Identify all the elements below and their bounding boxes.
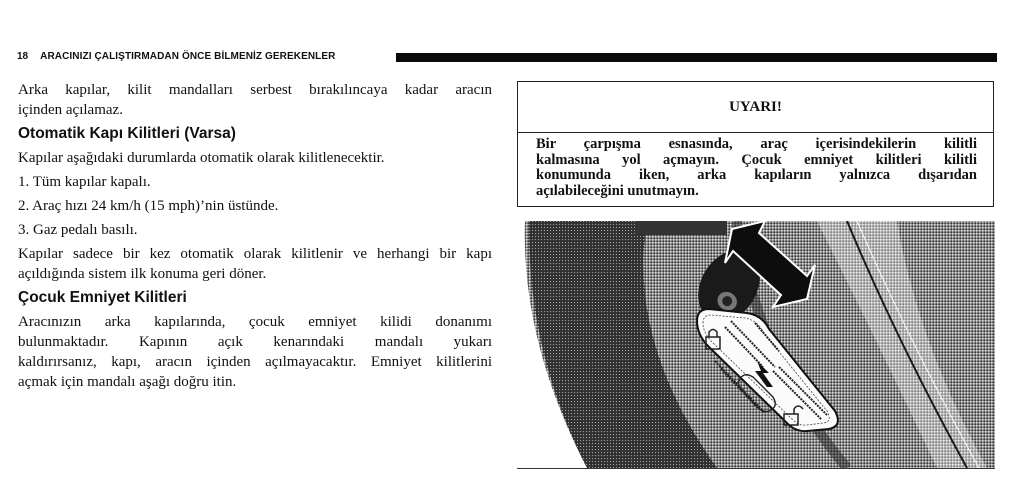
left-column	[18, 80, 492, 392]
warning-box	[517, 81, 994, 207]
warning-line-1: Bir çarpışma esnasında, araç içerisindekilerin kilitli	[536, 136, 977, 152]
section1-lead: Kapılar aşağıdaki durumlarda otomatik olarak kilitlenecektir.	[18, 150, 385, 166]
header-rule	[396, 53, 997, 62]
warning-body	[518, 133, 993, 199]
warning-line-3: konumunda iken, arka kapıların yalnızca dışarıdan	[536, 167, 977, 183]
warning-line-2: kalmasına yol açmayın. Çocuk emniyet kilitleri kilitli	[536, 151, 977, 168]
section2-line-2: bulunmaktadır. Kapının açık kenarındaki mandalı yukarı	[18, 334, 492, 350]
warning-title: UYARI!	[518, 82, 993, 133]
list-item-3: 3. Gaz pedalı basılı.	[18, 222, 138, 238]
section2-line-4: açmak için mandalı aşağı doğru itin.	[18, 374, 237, 390]
section2-line-3: kaldırırsanız, kapı, aracın içinden açılmayacaktır. Emniyet kilitlerini	[18, 354, 492, 370]
page-number: 18	[17, 50, 29, 62]
list-item-2: 2. Araç hızı 24 km/h (15 mph)’nin üstünde.	[18, 198, 279, 214]
list-item-1: 1. Tüm kapılar kapalı.	[18, 174, 151, 190]
intro-line-1: Arka kapılar, kilit mandalları serbest bırakılıncaya kadar aracın	[18, 82, 492, 98]
warning-line-4: açılabileceğini unutmayın.	[536, 182, 699, 199]
section-heading-automatic-locks: Otomatik Kapı Kilitleri (Varsa)	[18, 125, 236, 142]
section1-note-line-1: Kapılar sadece bir kez otomatik olarak kilitlenir ve herhangi bir kapı	[18, 246, 492, 262]
running-title: ARACINIZI ÇALIŞTIRMADAN ÖNCE BİLMENİZ GEREKENLER	[40, 50, 336, 62]
section2-line-1: Aracınızın arka kapılarında, çocuk emniyet kilidi donanımı	[18, 314, 492, 330]
intro-line-2: içinden açılamaz.	[18, 102, 123, 118]
child-lock-figure	[517, 221, 995, 469]
section1-note-line-2: açıldığında sistem ilk konuma geri döner.	[18, 266, 267, 282]
section-heading-child-locks: Çocuk Emniyet Kilitleri	[18, 289, 187, 306]
